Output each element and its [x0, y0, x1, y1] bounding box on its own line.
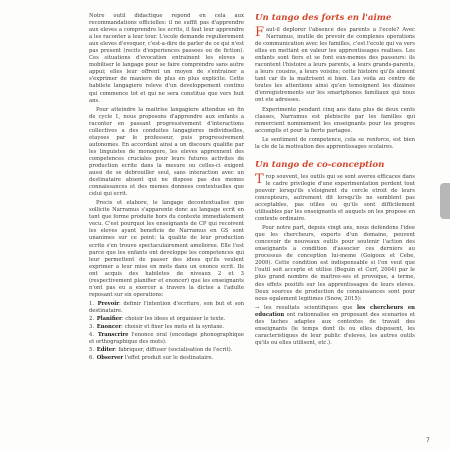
left-paragraph-1: Notre outil didactique repond en cela aux recommandations officielles: il ne suffit pas d'apprendre aux eleves a comprendre les ecrits, il faut leur apprendre a les raconter a leur tour. L'ecole demande regulierement aux eleves d'evoquer, c'est-a-dire de parler de ce qui n'est pas present (recits d'experiences passees ou de fiction). Ces situations d'evocation entrainent les eleves a mobiliser le langage pour se faire comprendre sans autre appui; elles leur offrent un moyen de s'entrainer a s'exprimer de maniere de plus en plus explicite. Cette habilete langagiere releve d'un developpement continu qui commence tot et qui ne sera constitue que vers huit ans. [89, 13, 244, 104]
operation-key: Prevoir [97, 300, 119, 307]
operation-key: Planifier [96, 315, 122, 322]
operation-text: : choisir les idees et organiser le texte. [121, 315, 226, 322]
operation-item [89, 347, 244, 354]
operation-text: : choisir et fixer les mots et la syntaxe. [121, 324, 225, 331]
side-thumb-tab [440, 183, 450, 219]
right-paragraph-2: Experimente pendant cinq ans dans plus de deux cents classes, Narramus est plebiscite par les familles qui remercient nommement les enseignants pour les progres accomplis et pour la fierte partagee. [255, 106, 415, 134]
operation-key: Editer [96, 347, 115, 354]
arrow-item-post: ont rationnalise en proposant des scenarios et des taches adaptes aux contextes de travail des enseignants (le temps dont ils ou elles disposent, les caracteristiques de leur public d'eleves, les autres outils qu'ils ou elles utilisent, etc.). [255, 311, 415, 346]
operation-number: 1. [89, 300, 95, 307]
operation-item [89, 301, 244, 315]
left-column [89, 13, 244, 363]
right-paragraph-1-text: aut-il deplorer l'absence des parents a l'ecole? Avec Narramus, inutile de prevoir de complexes operations de communication avec les familles, c'est l'ecole qui va vers elles en mettant en valeur les apprentissages realises. Les enfants sont fiers et se font eux-memes des passeurs: ils racontent l'histoire a leurs parents, a leurs grands-parents, a leurs cousins, a leurs voisins; cette histoire qu'ils aiment tant car ils la maitrisent si bien. Les voila au centre de toutes les attentions ainsi qu'en temoignent les dizaines d'enregistrements sur les smartphones familiaux qui nous ont ete adresses. [255, 27, 415, 104]
operation-number: 5. [89, 347, 95, 354]
operation-number: 2. [89, 315, 95, 322]
page-number: 7 [426, 437, 430, 444]
operation-number: 6. [89, 355, 95, 362]
right-paragraph-4 [255, 171, 415, 223]
operation-item [89, 332, 244, 346]
operation-text: l'effet produit sur le destinataire. [123, 355, 214, 362]
operation-item [89, 316, 244, 323]
left-paragraph-2: Pour atteindre la maitrise langagiere attendue en fin de cycle 1, nous proposons d'apprendre aux enfants a raconter en passant progressivement d'interactions collectives a des conduites langagieres individuelles, etayees par le professeur, puis progressivement autonomes. En accordant ainsi a un discours qualifie par les linguistes de monogere, les eleves apprennent des competences cruciales pour leurs futures activites de production ecrite dans la mesure ou celles-ci exigent aussi de se debrouiller seul, sans interaction avec un destinataire absent qui ne dispose pas des memes connaissances et des memes donnees contextuelles que celui qui ecrit. [89, 106, 244, 198]
drop-cap: F [255, 25, 265, 40]
operation-key: Enoncer [96, 324, 122, 331]
right-paragraph-4-text: rop souvent, les outils qui se sont averes efficaces dans le cadre privilegie d'une experimentation perdent tout pouvoir lorsqu'ils s'eloignent du cercle etroit de leurs concepteurs, autrement dit lorsqu'ils ne semblent pas acceptables, pas utiles ou qu'ils sont difficilement utilisables par les enseignants et auquels on les propose en contexte ordinaire. [255, 173, 415, 223]
operation-item [89, 355, 244, 362]
section-title-1: Un tango des forts en l'aime [255, 13, 392, 23]
right-paragraph-5: Pour notre part, depuis vingt ans, nous defendons l'idee que les chercheurs, experts d'un domaine, peuvent concevoir de nouveaux outils pour soutenir l'action des enseignants a condition d'associer ces derniers au processus de conception lui-meme (Goigoux et Cebe, 2009). Cette condition est indispensable si l'on veut que l'outil soit accepte et utilise (Beguin et Cerf, 2004) par le plus grand nombre de maitres-ses et provoque, a terme, des effets positifs sur les apprentissages de leurs eleves. Deux sources de production de connaissances sont pour nous egalement legitimes (Snow, 2015): [255, 225, 415, 302]
drop-cap: T [255, 171, 264, 187]
arrow-icon: → [255, 304, 260, 311]
arrow-item-bold: les chercheurs en education [255, 304, 415, 318]
section-title-2: Un tango de co-conception [255, 159, 385, 170]
operation-key: Observer [96, 355, 124, 362]
arrow-item [255, 305, 415, 347]
right-paragraph-3: Le sentiment de competence, cela se renforce, est bien la cle de la motivation des apprentissages scolaires. [255, 136, 415, 150]
operation-item [89, 324, 244, 331]
operation-text: l'enonce oral (encodage phonographique et orthographique des mots). [89, 332, 245, 346]
operation-number: 4. [89, 332, 95, 339]
right-paragraph-1 [255, 27, 415, 105]
left-paragraph-3: Precis et elabore, le langage decontextualise que sollicite Narramus s'apparente donc au langage ecrit en tant que forme produite hors du contexte immediatement vecu. C'est pourquoi les enseignants de CP qui recoivent les eleves ayant beneficie de Narramus en GS sont unanimes sur ce point: la qualite de leur production ecrite s'en trouve spectaculairement amelioree. Elle l'est parce que les enfants ont developpe les competences qui leur permettent de passer des idees qu'ils veulent exprimer a leur mise en mots dans un enonce ecrit. Ils ont acquis des habiletes de niveaux 2 et 3 (respectivement planifier et enoncer) que les enseignants n'ont pas eu a exercer a travers la dictee a l'adulte reposant sur six operations: [89, 200, 244, 298]
operation-key: Transcrire [97, 332, 129, 339]
operations-list [89, 301, 244, 362]
arrow-item-pre: les resultats scientifiques que [259, 304, 357, 311]
operation-number: 3. [89, 324, 95, 331]
operation-text: : fabriquer, diffuser (socialisation de l'ecrit). [114, 347, 233, 354]
operation-text: : definir l'intention d'ecriture, son but et son destinataire. [89, 300, 244, 314]
right-column [255, 13, 415, 349]
